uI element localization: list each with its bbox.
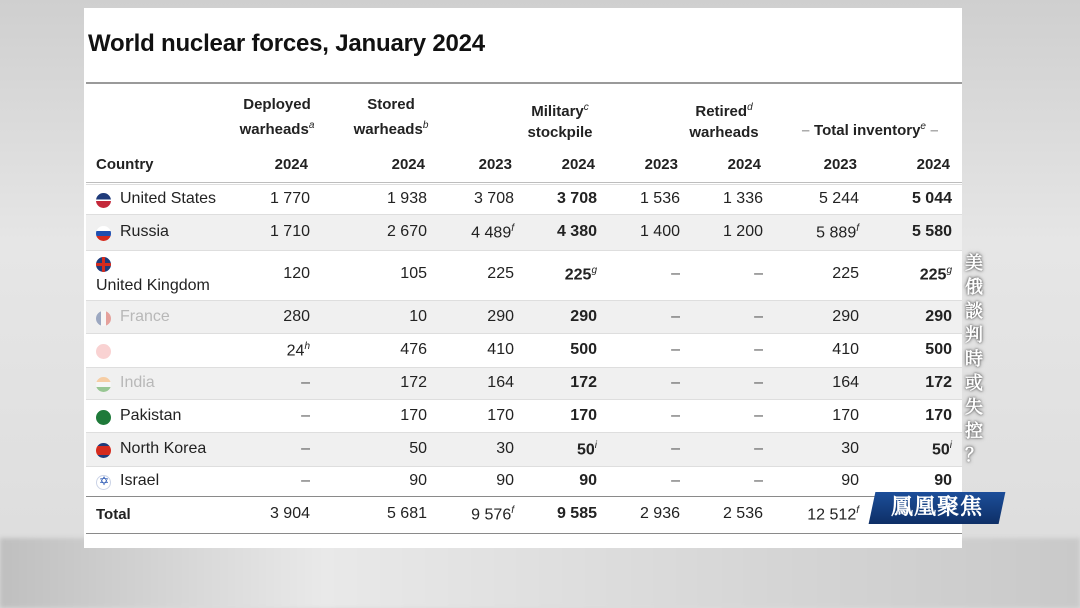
table-cell bbox=[270, 190, 310, 208]
cell-value: 5 044 bbox=[911, 190, 952, 207]
table-cell bbox=[754, 341, 763, 359]
caption-char: 控 bbox=[965, 421, 983, 442]
cell-value: 5 580 bbox=[911, 223, 952, 240]
total-cell bbox=[723, 505, 763, 523]
total-value: 12 512 bbox=[807, 506, 857, 524]
table-cell bbox=[487, 374, 514, 392]
broadcaster-logo bbox=[869, 492, 1006, 524]
table-cell bbox=[912, 223, 952, 241]
header-stored-line1: Stored bbox=[367, 96, 415, 113]
page-title: World nuclear forces, January 2024 bbox=[88, 30, 485, 57]
cell-value: 500 bbox=[570, 341, 597, 358]
cell-footnote: g bbox=[591, 265, 597, 276]
table-cell bbox=[409, 440, 427, 458]
cell-footnote: i bbox=[594, 440, 597, 451]
north-korea-flag-icon bbox=[96, 443, 111, 458]
table-row bbox=[86, 466, 962, 497]
table-cell bbox=[409, 308, 427, 326]
cell-value: 3 708 bbox=[473, 190, 514, 207]
cell-value: – bbox=[301, 406, 310, 424]
cell-footnote: f bbox=[856, 223, 859, 234]
cell-value: 410 bbox=[832, 341, 859, 358]
year-header-7: 2024 bbox=[916, 156, 950, 173]
cell-value: 172 bbox=[925, 374, 952, 391]
cell-value: 170 bbox=[925, 406, 952, 424]
country-name: India bbox=[120, 374, 155, 391]
total-cell bbox=[270, 505, 310, 523]
table-cell bbox=[496, 440, 514, 458]
cell-value: 1 400 bbox=[639, 223, 680, 240]
total-value: 2 936 bbox=[639, 505, 680, 522]
cell-value: 50 bbox=[576, 441, 595, 459]
year-header-0: 2024 bbox=[274, 156, 308, 173]
cell-value: 225 bbox=[919, 266, 947, 284]
header-deployed-line1: Deployed bbox=[243, 96, 311, 113]
total-value: 9 585 bbox=[556, 505, 597, 522]
table-cell bbox=[270, 223, 310, 241]
total-cell bbox=[557, 505, 597, 523]
table-cell bbox=[287, 341, 310, 360]
table-row bbox=[86, 399, 962, 433]
header-country: Country bbox=[96, 156, 154, 173]
table-cell bbox=[723, 190, 763, 208]
cell-value: 164 bbox=[487, 374, 514, 391]
cell-value: – bbox=[754, 265, 763, 282]
vertical-caption bbox=[962, 252, 986, 468]
total-cell bbox=[807, 505, 859, 524]
table-cell bbox=[496, 472, 514, 490]
table-cell bbox=[832, 407, 859, 425]
cell-value: 170 bbox=[570, 406, 597, 424]
cell-value: 1 536 bbox=[639, 190, 680, 207]
table-cell bbox=[570, 308, 597, 326]
cell-value: 225 bbox=[832, 265, 859, 282]
us-flag-icon bbox=[96, 193, 111, 208]
table-cell bbox=[579, 472, 597, 490]
header-stored bbox=[346, 94, 436, 140]
table-cell bbox=[557, 190, 597, 208]
table-cell bbox=[387, 223, 427, 241]
table-cell bbox=[487, 407, 514, 425]
cell-value: 1 938 bbox=[386, 190, 427, 207]
total-value: 5 681 bbox=[386, 505, 427, 522]
caption-char: 美 bbox=[965, 253, 983, 274]
cell-value: – bbox=[671, 341, 680, 358]
footnote-b: b bbox=[422, 120, 429, 131]
table-cell bbox=[471, 223, 514, 242]
table-cell bbox=[400, 341, 427, 359]
cell-value: 290 bbox=[832, 307, 859, 325]
header-rule bbox=[86, 182, 962, 183]
cell-value: – bbox=[671, 472, 680, 489]
cell-value: 50 bbox=[931, 441, 950, 459]
table-cell bbox=[920, 265, 952, 284]
cell-value: – bbox=[301, 440, 310, 457]
caption-char: 俄 bbox=[965, 277, 983, 298]
cell-value: 410 bbox=[487, 341, 514, 358]
table-row bbox=[86, 432, 962, 467]
cell-value: – bbox=[671, 374, 680, 391]
year-header-1: 2024 bbox=[391, 156, 425, 173]
header-total: – Total inventory$^e$ – bbox=[801, 121, 939, 139]
footnote-d: d bbox=[747, 102, 753, 113]
year-header-6: 2023 bbox=[823, 156, 857, 173]
table-cell bbox=[754, 440, 763, 458]
table-cell bbox=[925, 308, 952, 326]
header-stored-line2: warheads bbox=[353, 121, 423, 138]
table-cell bbox=[754, 265, 763, 283]
table-cell bbox=[400, 407, 427, 425]
table-cell bbox=[400, 265, 427, 283]
table-row bbox=[86, 214, 962, 251]
cell-value: 172 bbox=[570, 374, 597, 391]
cell-value: 5 889 bbox=[816, 224, 857, 242]
pakistan-flag-icon bbox=[96, 410, 111, 425]
cell-value: 90 bbox=[579, 472, 597, 489]
table-cell bbox=[487, 265, 514, 283]
cell-value: 90 bbox=[934, 472, 952, 489]
table-cell bbox=[832, 308, 859, 326]
cell-value: – bbox=[671, 307, 680, 325]
cell-value: 90 bbox=[841, 472, 859, 489]
caption-char: 判 bbox=[965, 325, 983, 346]
table-row bbox=[86, 367, 962, 400]
caption-char: 談 bbox=[965, 301, 983, 322]
cell-value: – bbox=[754, 341, 763, 358]
table-cell bbox=[934, 472, 952, 490]
caption-char: 或 bbox=[965, 373, 983, 394]
table-row bbox=[86, 300, 962, 334]
cell-value: 290 bbox=[570, 307, 597, 325]
table-cell bbox=[754, 407, 763, 425]
table-cell bbox=[283, 308, 310, 326]
header-military-line1: Military bbox=[531, 103, 584, 120]
cell-value: 105 bbox=[400, 265, 427, 282]
cell-value: 1 770 bbox=[269, 190, 310, 207]
footnote-e: e bbox=[920, 121, 926, 132]
cell-value: 172 bbox=[400, 374, 427, 391]
table-cell bbox=[925, 341, 952, 359]
cell-footnote: i bbox=[949, 440, 952, 451]
table-cell bbox=[932, 440, 952, 459]
table-cell bbox=[570, 341, 597, 359]
table-cell bbox=[754, 308, 763, 326]
table-panel bbox=[84, 8, 962, 548]
cell-value: – bbox=[754, 406, 763, 424]
cell-value: 225 bbox=[487, 265, 514, 282]
table-cell bbox=[671, 472, 680, 490]
header-military-line2: stockpile bbox=[527, 124, 593, 141]
country-name: United Kingdom bbox=[96, 277, 210, 294]
cell-value: 90 bbox=[496, 472, 514, 489]
cell-value: – bbox=[301, 374, 310, 391]
cell-value: 5 244 bbox=[818, 190, 859, 207]
header-total-line1: Total inventory bbox=[814, 122, 921, 139]
table-cell bbox=[640, 190, 680, 208]
cell-value: 4 380 bbox=[556, 223, 597, 240]
header-retired bbox=[664, 97, 784, 143]
cell-value: 1 200 bbox=[722, 223, 763, 240]
cell-value: – bbox=[671, 406, 680, 424]
cell-value: 4 489 bbox=[471, 224, 512, 242]
cell-value: 290 bbox=[487, 307, 514, 325]
cell-value: 280 bbox=[283, 307, 310, 325]
total-value: 3 904 bbox=[269, 505, 310, 522]
total-footnote: f bbox=[856, 505, 859, 516]
year-header-4: 2023 bbox=[644, 156, 678, 173]
israel-flag-icon bbox=[96, 475, 111, 490]
table-cell bbox=[570, 407, 597, 425]
country-name: Israel bbox=[120, 472, 160, 489]
header-retired-line1: Retired bbox=[695, 103, 748, 120]
cell-value: – bbox=[754, 307, 763, 325]
cell-value: 1 336 bbox=[722, 190, 763, 207]
total-cell bbox=[387, 505, 427, 523]
table-cell bbox=[557, 223, 597, 241]
header-retired-line2: warheads bbox=[689, 124, 759, 141]
cell-value: 90 bbox=[409, 472, 427, 489]
table-cell bbox=[400, 374, 427, 392]
table-cell bbox=[816, 223, 859, 242]
cell-value: – bbox=[754, 472, 763, 489]
caption-char: 失 bbox=[965, 397, 983, 418]
india-flag-icon bbox=[96, 377, 111, 392]
table-cell bbox=[301, 374, 310, 392]
table-cell bbox=[301, 407, 310, 425]
total-value: 9 576 bbox=[471, 506, 512, 524]
country-name: North Korea bbox=[120, 440, 207, 457]
table-row bbox=[86, 184, 962, 215]
cell-value: 500 bbox=[925, 341, 952, 358]
total-value: 2 536 bbox=[722, 505, 763, 522]
country-name: Russia bbox=[120, 223, 169, 240]
cell-value: 290 bbox=[925, 307, 952, 325]
table-cell bbox=[671, 374, 680, 392]
total-rule bbox=[86, 496, 962, 497]
table-cell bbox=[487, 308, 514, 326]
cell-value: 170 bbox=[487, 406, 514, 424]
year-header-3: 2024 bbox=[561, 156, 595, 173]
table-cell bbox=[565, 265, 597, 284]
cell-footnote: g bbox=[946, 265, 952, 276]
country-name: United States bbox=[120, 190, 217, 207]
table-cell bbox=[283, 265, 310, 283]
total-cell bbox=[640, 505, 680, 523]
table-cell bbox=[832, 374, 859, 392]
total-label: Total bbox=[96, 506, 131, 523]
header-military bbox=[500, 97, 620, 143]
cell-footnote: f bbox=[511, 223, 514, 234]
cell-value: – bbox=[301, 472, 310, 489]
table-cell bbox=[754, 472, 763, 490]
table-cell bbox=[925, 407, 952, 425]
france-flag-icon bbox=[96, 311, 111, 326]
total-cell bbox=[471, 505, 514, 524]
table-cell bbox=[832, 265, 859, 283]
cell-value: 3 708 bbox=[556, 190, 597, 207]
cell-value: 170 bbox=[832, 406, 859, 424]
table-cell bbox=[577, 440, 597, 459]
broadcaster-logo-text: 鳳凰聚焦 bbox=[890, 495, 983, 520]
cell-value: 50 bbox=[409, 440, 427, 457]
header-deployed-line2: warheads bbox=[239, 121, 309, 138]
cell-value: 30 bbox=[496, 440, 514, 457]
cell-value: – bbox=[754, 440, 763, 457]
footnote-a: a bbox=[308, 120, 315, 131]
total-footnote: f bbox=[511, 505, 514, 516]
table-cell bbox=[671, 440, 680, 458]
cell-value: 2 670 bbox=[386, 223, 427, 240]
table-cell bbox=[640, 223, 680, 241]
top-rule bbox=[86, 82, 962, 84]
year-header-2: 2023 bbox=[478, 156, 512, 173]
cell-value: 120 bbox=[283, 265, 310, 282]
footnote-c: c bbox=[583, 102, 589, 113]
bottom-rule bbox=[86, 533, 962, 534]
table-cell bbox=[671, 407, 680, 425]
cell-value: – bbox=[671, 265, 680, 282]
cell-value: 10 bbox=[409, 307, 427, 325]
caption-char: 時 bbox=[965, 349, 983, 370]
cell-value: 476 bbox=[400, 341, 427, 358]
table-cell bbox=[474, 190, 514, 208]
table-cell bbox=[570, 374, 597, 392]
cell-value: 170 bbox=[400, 406, 427, 424]
table-cell bbox=[841, 440, 859, 458]
table-cell bbox=[671, 308, 680, 326]
year-header-5: 2024 bbox=[727, 156, 761, 173]
table-total-row bbox=[86, 500, 962, 530]
background-blur-strip bbox=[0, 538, 1080, 608]
cell-value: 24 bbox=[286, 342, 305, 360]
cell-value: 30 bbox=[841, 440, 859, 457]
table-row bbox=[86, 250, 962, 301]
table-cell bbox=[671, 341, 680, 359]
cell-value: 1 710 bbox=[269, 223, 310, 240]
table-cell bbox=[832, 341, 859, 359]
china-flag-icon bbox=[96, 344, 111, 359]
table-cell bbox=[671, 265, 680, 283]
table-cell bbox=[841, 472, 859, 490]
cell-value: 164 bbox=[832, 374, 859, 391]
table-cell bbox=[387, 190, 427, 208]
cell-value: – bbox=[671, 440, 680, 457]
cell-value: – bbox=[754, 374, 763, 391]
table-cell bbox=[723, 223, 763, 241]
table-cell bbox=[409, 472, 427, 490]
table-cell bbox=[819, 190, 859, 208]
table-row bbox=[86, 333, 962, 368]
country-name: Pakistan bbox=[120, 406, 182, 424]
caption-char: ？ bbox=[965, 445, 983, 466]
table-cell bbox=[912, 190, 952, 208]
table-cell bbox=[301, 440, 310, 458]
cell-value: 225 bbox=[564, 266, 592, 284]
cell-footnote: h bbox=[304, 341, 310, 352]
table-cell bbox=[925, 374, 952, 392]
table-cell bbox=[301, 472, 310, 490]
country-name: France bbox=[120, 307, 170, 325]
header-deployed bbox=[232, 94, 322, 140]
table-cell bbox=[487, 341, 514, 359]
russia-flag-icon bbox=[96, 226, 111, 241]
table-cell bbox=[754, 374, 763, 392]
uk-flag-icon bbox=[96, 257, 111, 272]
